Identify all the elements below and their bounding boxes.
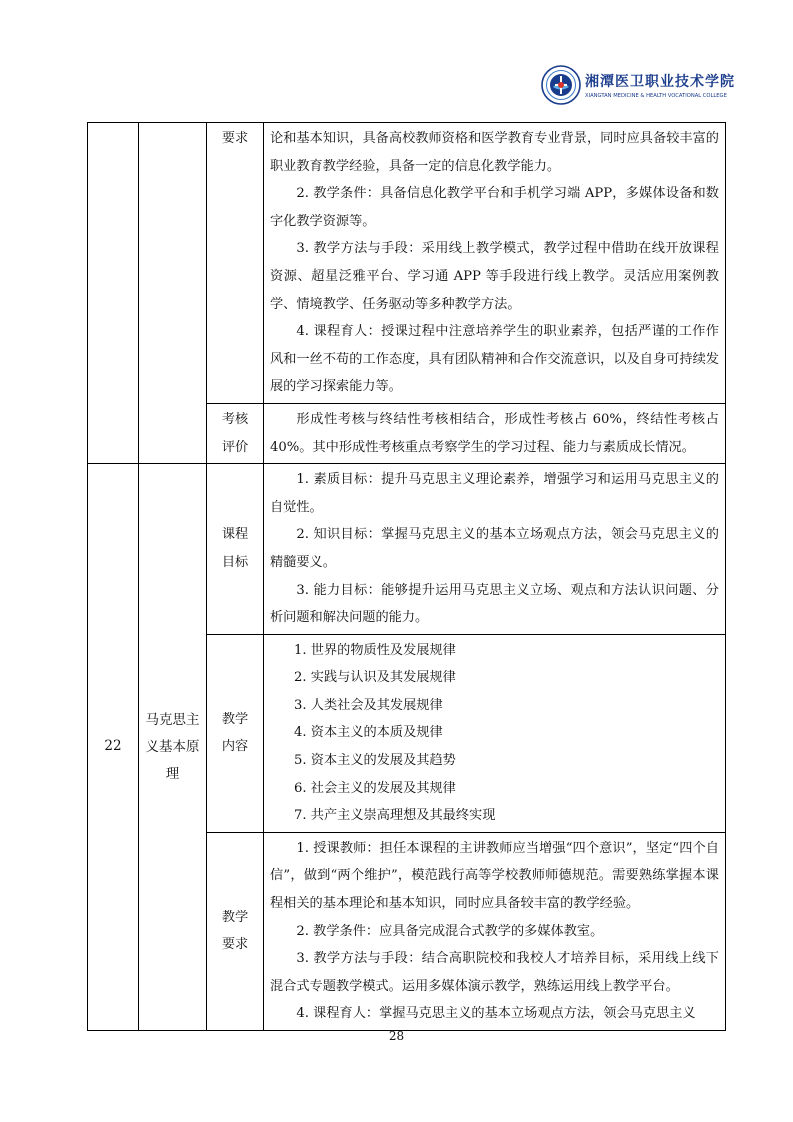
paragraph: 2. 教学条件：应具备完成混合式教学的多媒体教室。 — [296, 923, 604, 939]
content-label — [207, 634, 264, 832]
prev-evaluation-label — [207, 403, 264, 463]
table-row — [88, 464, 726, 635]
course-number-cell — [88, 464, 139, 1031]
page-number: 28 — [388, 1029, 405, 1043]
paragraph: 1. 授课教师：担任本课程的主讲教师应当增强“四个意识”，坚定“四个自信”，做到“两个维护”，模范践行高等学校教师师德规范。需要熟练掌握本课程相关的基本理论和基本知识，同时应具备较丰富的教学经验。 — [270, 840, 719, 912]
prev-course-cell — [139, 123, 207, 464]
list-item: 4. 资本主义的本质及规律 — [294, 725, 443, 741]
paragraph: 3. 教学方法与手段：结合高职院校和我校人才培养目标，采用线上线下混合式专题教学模式。运用多媒体演示教学，熟练运用线上教学平台。 — [270, 951, 719, 994]
course-number: 22 — [104, 738, 122, 755]
paragraph: 3. 教学方法与手段：采用线上教学模式，教学过程中借助在线开放课程资源、超星泛雅平台、学习通 APP 等手段进行线上教学。灵活应用案例教学、情境教学、任务驱动等多种教学方法。 — [270, 241, 719, 312]
course-name-line: 理 — [165, 765, 180, 782]
prev-evaluation-cell — [264, 403, 726, 463]
paragraph: 论和基本知识，具备高校教师资格和医学教育专业背景，同时应具备较丰富的职业教育教学经验，具备一定的信息化教学能力。 — [270, 131, 719, 174]
college-name-cn: 湘潭医卫职业技术学院 — [585, 74, 735, 90]
paragraph: 4. 课程育人：掌握马克思主义的基本立场观点方法，领会马克思主义 — [296, 1006, 696, 1022]
table-row — [88, 123, 726, 404]
label-line: 教学 — [221, 909, 249, 925]
list-item: 6. 社会主义的发展及其规律 — [294, 780, 456, 796]
list-item: 1. 世界的物质性及发展规律 — [294, 642, 456, 658]
prev-number-cell — [88, 123, 139, 464]
course-name-line: 义基本原 — [145, 738, 200, 755]
goals-label — [207, 464, 264, 635]
college-logo — [541, 63, 735, 107]
course-table — [87, 122, 726, 1031]
requirements-cell — [264, 832, 726, 1030]
goals-cell — [264, 464, 726, 635]
label-line: 教学 — [221, 711, 249, 727]
prev-requirements-cell — [264, 123, 726, 404]
label-line: 课程 — [221, 527, 249, 543]
paragraph: 4. 课程育人：授课过程中注意培养学生的职业素养，包括严谨的工作作风和一丝不苟的工作态度，具有团队精神和合作交流意识，以及自身可持续发展的学习探索能力等。 — [270, 324, 719, 395]
college-emblem-icon — [541, 65, 581, 105]
label-line: 考核 — [221, 411, 249, 427]
prev-requirements-label — [207, 123, 264, 404]
list-item: 2. 实践与认识及其发展规律 — [294, 670, 456, 686]
label-text: 要求 — [221, 131, 249, 146]
course-name-line: 马克思主 — [145, 711, 200, 728]
requirements-label — [207, 832, 264, 1030]
paragraph: 2. 知识目标：掌握马克思主义的基本立场观点方法，领会马克思主义的精髓要义。 — [270, 527, 719, 570]
content-cell — [264, 634, 726, 832]
list-item: 5. 资本主义的发展及其趋势 — [294, 753, 456, 769]
list-item: 7. 共产主义崇高理想及其最终实现 — [294, 808, 496, 824]
label-line: 要求 — [221, 937, 249, 953]
label-line: 目标 — [221, 554, 249, 570]
college-name-en: XIANGTAN MEDICINE & HEALTH VOCATIONAL COLLEGE — [585, 93, 727, 99]
paragraph: 3. 能力目标：能够提升运用马克思主义立场、观点和方法认识问题、分析问题和解决问题的能力。 — [270, 582, 719, 626]
paragraph: 1. 素质目标：提升马克思主义理论素养，增强学习和运用马克思主义的自觉性。 — [270, 472, 719, 515]
course-name-cell — [139, 464, 207, 1031]
paragraph: 形成性考核与终结性考核相结合，形成性考核占 60%，终结性考核占 40%。其中形成性考核重点考察学生的学习过程、能力与素质成长情况。 — [270, 411, 719, 455]
label-line: 内容 — [221, 739, 249, 755]
list-item: 3. 人类社会及其发展规律 — [294, 697, 443, 713]
label-line: 评价 — [221, 439, 249, 455]
paragraph: 2. 教学条件：具备信息化教学平台和手机学习端 APP，多媒体设备和数字化教学资源等。 — [270, 186, 719, 229]
